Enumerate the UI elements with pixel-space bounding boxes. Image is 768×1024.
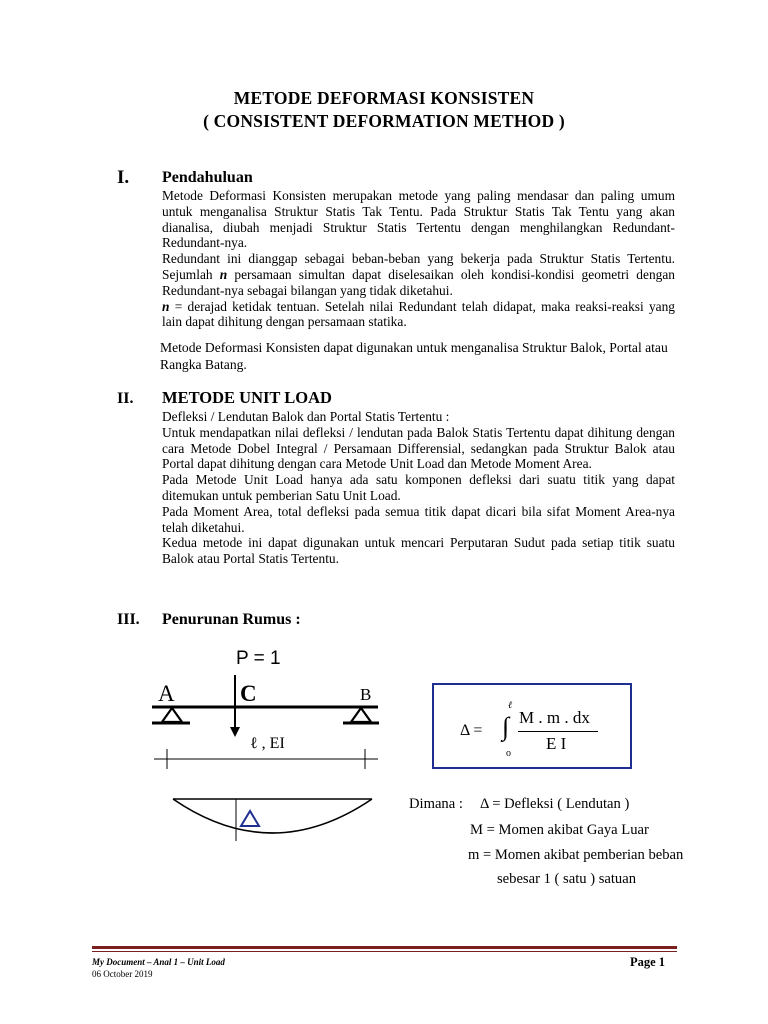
formula-lhs: Δ =	[460, 722, 483, 739]
span-properties-label: ℓ , EI	[250, 735, 285, 752]
support-b-label: B	[360, 685, 372, 704]
document-title-line1: METODE DEFORMASI KONSISTEN	[233, 88, 535, 108]
section-3-heading: Penurunan Rumus :	[162, 611, 301, 628]
section-1-paragraph-2	[162, 251, 675, 298]
integral-sign: ∫	[502, 712, 510, 741]
p2-text-a: Redundant ini dianggap sebagai beban-beban yang bekerja pada Struktur Statis Tertentu. Sejumlah	[162, 251, 675, 282]
integral-upper-limit: ℓ	[508, 700, 513, 711]
section-2-body	[162, 409, 675, 567]
footer-rule-thin	[92, 951, 677, 952]
p3-n-symbol: n	[162, 298, 170, 314]
definition-m: m = Momen akibat pemberian beban	[468, 847, 684, 863]
support-a-label: A	[158, 681, 175, 706]
section-2-paragraph-2: Pada Metode Unit Load hanya ada satu komponen defleksi dari suatu titik yang dapat ditemukan untuk pemberian Satu Unit Load.	[162, 472, 675, 503]
section-1-number: I.	[117, 167, 130, 188]
formula-numerator: M . m . dx	[519, 708, 590, 727]
p2-n-symbol: n	[219, 266, 228, 282]
section-1-heading: Pendahuluan	[162, 169, 253, 186]
section-3-number: III.	[117, 611, 140, 628]
section-1-paragraph-4-wrap	[160, 339, 675, 373]
section-2-paragraph-0: Defleksi / Lendutan Balok dan Portal Statis Tertentu :	[162, 409, 450, 424]
definition-m-continued: sebesar 1 ( satu ) satuan	[497, 871, 636, 887]
formula-denominator: E I	[546, 734, 567, 753]
p2-text-b: persamaan simultan dapat diselesaikan oleh kondisi-kondisi geometri dengan Redundant-nya sebagai bilangan yang tidak diketahui.	[162, 266, 675, 298]
footer-rule-thick	[92, 946, 677, 949]
integral-lower-limit: o	[506, 748, 511, 759]
section-2-heading: METODE UNIT LOAD	[162, 388, 332, 407]
definition-lead: Dimana :	[409, 796, 463, 812]
support-b-icon	[351, 708, 371, 722]
moment-diagram-curve	[173, 799, 372, 833]
section-1-paragraph-4: Metode Deformasi Konsisten dapat digunakan untuk menganalisa Struktur Balok, Portal atau Rangka Batang.	[160, 340, 668, 372]
section-1-paragraph-3	[162, 299, 675, 331]
section-2-paragraph-3: Pada Moment Area, total defleksi pada semua titik dapat dicari bila sifat Moment Area-nya telah diketahui.	[162, 503, 675, 535]
section-2-number: II.	[117, 390, 134, 407]
footer-page-number: Page 1	[630, 955, 666, 969]
section-1-body	[162, 188, 675, 330]
support-a-icon	[162, 708, 182, 722]
section-1-paragraph-1: Metode Deformasi Konsisten merupakan metode yang paling mendasar dan paling umum untuk menganalisa Struktur Statis Tak Tentu. Pada Struktur Statis Tak Tentu yang akan dianalisa, diubah menjadi Struktur Statis Tertentu dengan menghilangkan Redundant-Redundant-nya.	[162, 188, 675, 251]
fraction-bar	[518, 731, 598, 732]
unit-load-arrowhead-icon	[230, 727, 240, 737]
p3-text-b: = derajad ketidak tentuan. Setelah nilai Redundant telah didapat, maka reaksi-reaksi yang lain dapat dihitung dengan persamaan statika.	[162, 298, 675, 330]
definition-M: M = Momen akibat Gaya Luar	[470, 822, 649, 838]
load-label: P = 1	[236, 648, 281, 669]
section-2-paragraph-4: Kedua metode ini dapat digunakan untuk mencari Perputaran Sudut pada setiap titik suatu Balok atau Portal Statis Tertentu.	[162, 535, 675, 567]
section-2-paragraph-1: Untuk mendapatkan nilai defleksi / lendutan pada Balok Statis Tertentu dapat dihitung dengan cara Metode Dobel Integral / Persamaan Differensial, sedangkan pada Struktur Balok atau Portal dapat dihitung dengan cara Metode Unit Load dan Metode Moment Area.	[162, 424, 675, 472]
delta-triangle-icon	[241, 811, 259, 826]
document-title-line2: ( CONSISTENT DEFORMATION METHOD )	[203, 111, 565, 131]
footer-document-name: My Document – Anal 1 – Unit Load	[92, 957, 225, 967]
definition-delta: Δ = Defleksi ( Lendutan )	[480, 796, 630, 812]
point-c-label: C	[240, 681, 257, 706]
footer-date: 06 October 2019	[92, 969, 153, 979]
